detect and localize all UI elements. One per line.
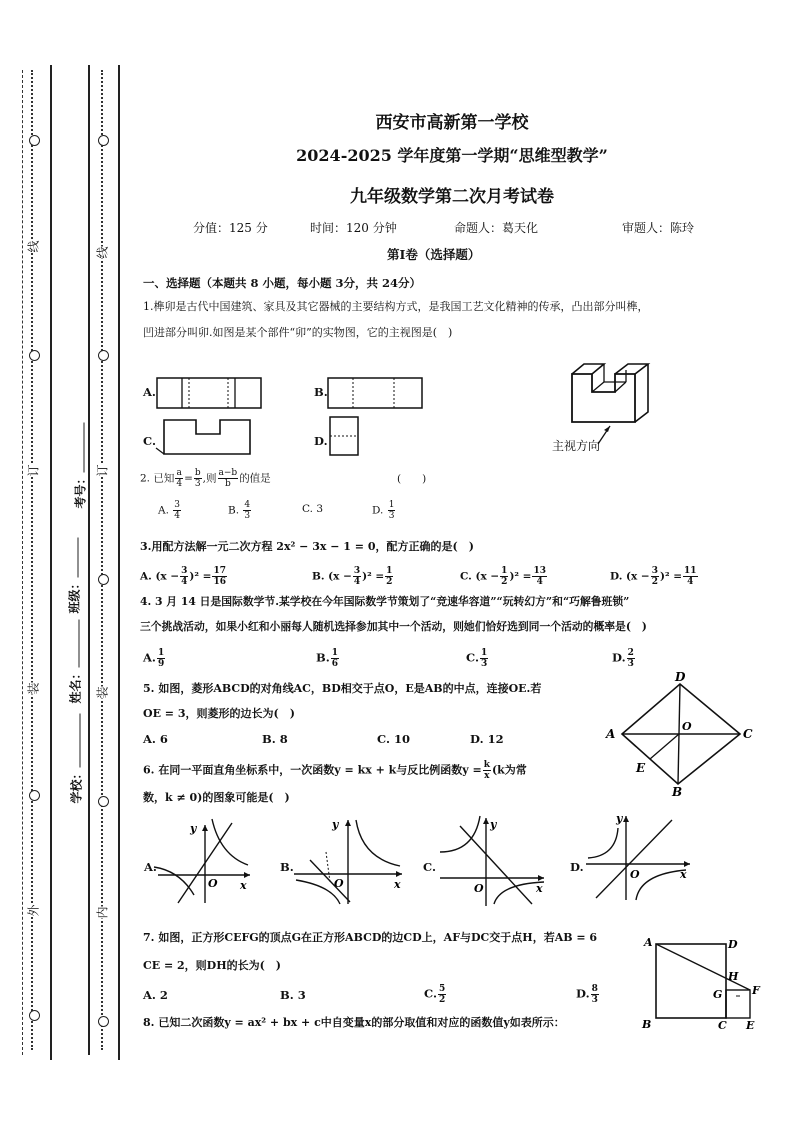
q3-a-d1: 4 xyxy=(181,577,188,587)
binding-left-char: 订 xyxy=(26,464,41,477)
q2-dn: 1 xyxy=(388,500,395,510)
q2-paren: ( ) xyxy=(397,473,427,485)
q6-option-d[interactable]: D. xyxy=(570,860,584,874)
q5-option-a[interactable]: A. 6 xyxy=(143,732,168,746)
q3-b-n2: 1 xyxy=(386,566,393,576)
q4-bn: 1 xyxy=(331,648,338,658)
binding-line-right xyxy=(118,65,120,1060)
q3-c-d1: 2 xyxy=(501,577,508,587)
q5-label-a: A xyxy=(606,727,616,741)
binding-line-inner-2 xyxy=(88,65,90,1055)
q3-d-n1: 3 xyxy=(651,566,658,576)
q7-label-g: G xyxy=(713,988,723,1001)
q2-ad: 4 xyxy=(174,511,180,521)
binding-left-char: 线 xyxy=(26,240,41,253)
q5-label-e: E xyxy=(636,761,646,775)
school-title: 西安市高新第一学校 xyxy=(375,113,529,133)
q5-line2: OE = 3，则菱形的边长为( ) xyxy=(143,707,295,720)
circle-icon xyxy=(29,790,40,801)
q3-b-d1: 4 xyxy=(353,577,361,587)
q1-option-c[interactable]: C. xyxy=(143,434,156,448)
q2-eq: = xyxy=(184,472,193,485)
binding-right-char: 订 xyxy=(95,464,110,477)
q3-b-n1: 3 xyxy=(353,566,361,576)
q7-line1: 7. 如图，正方形CEFG的顶点G在正方形ABCD的边CD上，AF与DC交于点H，若AB = 6 xyxy=(143,931,598,944)
q3-c-d2: 4 xyxy=(536,577,543,587)
time-label: 时间：120 分钟 xyxy=(310,221,397,235)
q2-option-c[interactable]: C. 3 xyxy=(302,503,324,515)
q3-b-pre: B. (x − xyxy=(312,570,352,583)
q5-label-d: D xyxy=(675,672,686,684)
q2-dd: 3 xyxy=(388,511,395,521)
q1-line2: 凹进部分叫卯.如图是某个部件“卯”的实物图，它的主视图是( ) xyxy=(143,326,453,339)
q3-option-b[interactable] xyxy=(312,566,394,587)
q2-mid: ,则 xyxy=(202,472,217,485)
q1-option-a[interactable]: A. xyxy=(143,385,156,399)
q2-frac-b3 xyxy=(194,468,202,489)
q5-line1: 5. 如图，菱形ABCD的对角线AC，BD相交于点O，E是AB的中点，连接OE.若 xyxy=(143,682,542,695)
q4-cd: 3 xyxy=(480,659,488,669)
binding-left-dots xyxy=(31,70,45,1050)
field-class-label: 班级： xyxy=(67,577,82,614)
q4-c-label: C. xyxy=(466,650,479,665)
q7-d-label: D. xyxy=(576,986,590,1001)
q3-c-pre: C. (x − xyxy=(460,570,500,583)
field-exam-number[interactable] xyxy=(72,449,89,509)
q6-graph-c xyxy=(436,812,551,907)
q7-cd: 2 xyxy=(438,995,446,1005)
q4-an: 1 xyxy=(157,648,165,658)
q1-view-label: 主视方向 xyxy=(552,439,601,453)
q7-squares-figure xyxy=(640,930,780,1035)
q4-dd: 3 xyxy=(627,659,634,669)
q2-frac-a4 xyxy=(175,468,183,489)
q4-option-d[interactable] xyxy=(612,648,636,669)
q1-figure-b xyxy=(326,374,426,412)
field-class[interactable] xyxy=(66,554,83,614)
q3-b-d2: 2 xyxy=(386,577,393,587)
q2-a-label: A. xyxy=(158,504,169,517)
q6-option-c[interactable]: C. xyxy=(423,860,436,874)
q7-c-label: C. xyxy=(424,986,437,1001)
q2-suffix: 的值是 xyxy=(239,472,271,485)
q6-graph-a xyxy=(150,815,260,905)
q3-a-d2: 16 xyxy=(213,577,226,587)
circle-icon xyxy=(29,350,40,361)
q2-option-a[interactable] xyxy=(158,500,182,521)
binding-line-inner xyxy=(50,65,52,1060)
q3-d-d1: 2 xyxy=(651,577,658,587)
q3-option-a[interactable] xyxy=(140,566,228,587)
q3-c-n1: 1 xyxy=(501,566,508,576)
q4-a-label: A. xyxy=(143,650,156,665)
q2-an: 3 xyxy=(174,500,180,510)
binding-right-char: 内 xyxy=(95,906,110,919)
q8-stem: 8. 已知二次函数y = ax² + bx + c中自变量x的部分取值和对应的函数值y如表所示： xyxy=(143,1016,565,1029)
q5-option-d[interactable]: D. 12 xyxy=(470,732,504,746)
q3-d-d2: 4 xyxy=(687,577,694,587)
q7-cn: 5 xyxy=(438,984,446,994)
q3-c-mid: )² = xyxy=(509,570,532,583)
q3-d-mid: )² = xyxy=(660,570,683,583)
q6-option-a[interactable]: A. xyxy=(144,860,157,874)
q2-f3d: b xyxy=(224,479,231,489)
q5-label-c: C xyxy=(743,727,753,741)
q7-label-d: D xyxy=(728,938,738,951)
q6-fd: x xyxy=(484,771,490,781)
q4-ad: 9 xyxy=(157,659,165,669)
q1-line1: 1.榫卯是古代中国建筑、家具及其它器械的主要结构方式，是我国工艺文化精神的传承，凸出部分叫榫， xyxy=(143,300,649,313)
q7-label-e: E xyxy=(746,1019,755,1032)
term-title: 2024-2025 学年度第一学期“思维型教学” xyxy=(296,146,608,165)
q2-f1d: 4 xyxy=(176,479,183,489)
q6-fn: k xyxy=(483,760,490,770)
q3-a-mid: )² = xyxy=(189,570,212,583)
q7-line2: CE = 2，则DH的长为( ) xyxy=(143,959,282,972)
q1-figure-a xyxy=(155,374,265,412)
q3-a-n1: 3 xyxy=(181,566,188,576)
q1-figure-c xyxy=(150,416,260,458)
q2-option-d[interactable] xyxy=(372,500,396,521)
circle-icon xyxy=(29,1010,40,1021)
q6-b-o: O xyxy=(334,877,344,890)
q3-b-mid: )² = xyxy=(362,570,385,583)
q6-graph-d xyxy=(582,808,697,903)
score-label: 分值：125 分 xyxy=(193,221,268,235)
q4-b-label: B. xyxy=(316,650,330,665)
field-exam-number-label: 考号： xyxy=(73,472,88,509)
q7-label-a: A xyxy=(644,936,653,949)
q5-option-b[interactable]: B. 8 xyxy=(262,732,288,746)
q6-a-o: O xyxy=(208,877,218,890)
q6-a-y: y xyxy=(190,822,197,835)
q2-f2n: b xyxy=(194,468,201,478)
q6-d-o: O xyxy=(630,868,640,881)
q7-label-c: C xyxy=(718,1019,727,1032)
binding-left-char: 外 xyxy=(26,904,41,917)
q7-label-b: B xyxy=(642,1018,652,1031)
q6-line1-pre: 6. 在同一平面直角坐标系中，一次函数y = kx + k与反比例函数y = xyxy=(143,763,482,777)
exam-title: 九年级数学第二次月考试卷 xyxy=(350,187,554,207)
q2-option-b[interactable] xyxy=(228,500,252,521)
q3-option-d[interactable] xyxy=(610,566,699,587)
q4-option-b[interactable] xyxy=(316,648,340,669)
reviewer-label: 审题人：陈玲 xyxy=(622,221,695,235)
q3-d-n2: 11 xyxy=(684,566,697,576)
q6-line1-post: (k为常 xyxy=(491,763,527,777)
q2-frac-expr xyxy=(218,468,239,489)
binding-right-char: 装 xyxy=(95,686,110,699)
binding-right-char: 线 xyxy=(95,246,110,259)
q6-option-b[interactable]: B. xyxy=(280,860,294,874)
q4-d-label: D. xyxy=(612,650,626,665)
q2-prefix: 2. 已知 xyxy=(140,472,175,485)
q3-a-pre: A. (x − xyxy=(140,570,180,583)
q7-option-d[interactable] xyxy=(576,984,600,1005)
q7-label-f: F xyxy=(752,984,760,997)
q3-stem: 3.用配方法解一元二次方程 2x² − 3x − 1 = 0，配方正确的是( ) xyxy=(140,540,474,553)
q6-d-y: y xyxy=(616,812,623,825)
q1-option-d[interactable]: D. xyxy=(314,434,328,448)
q7-option-a[interactable]: A. 2 xyxy=(143,988,168,1002)
q4-option-c[interactable] xyxy=(466,648,489,669)
q5-rhombus-figure xyxy=(600,672,760,802)
q1-figure-d xyxy=(326,415,366,459)
q6-line2: 数，k ≠ 0)的图象可能是( ) xyxy=(143,791,290,804)
q4-dn: 2 xyxy=(627,648,634,658)
circle-icon xyxy=(98,796,109,807)
q3-d-pre: D. (x − xyxy=(610,570,650,583)
q6-graph-b xyxy=(290,812,410,907)
q2-d-label: D. xyxy=(372,504,384,517)
q6-line1 xyxy=(143,760,527,781)
q3-option-c[interactable] xyxy=(460,566,548,587)
q3-a-n2: 17 xyxy=(213,566,226,576)
circle-icon xyxy=(98,1016,109,1027)
q5-label-b: B xyxy=(672,785,683,799)
field-school[interactable] xyxy=(68,724,85,804)
q6-b-y: y xyxy=(332,818,339,831)
q2-bd: 3 xyxy=(244,511,251,521)
q4-bd: 6 xyxy=(331,659,338,669)
section-heading: 一、选择题（本题共 8 小题，每小题 3分，共 24分） xyxy=(143,276,422,290)
q4-line2: 三个挑战活动，如果小红和小丽每人随机选择参加其中一个活动，则她们恰好选到同一个活动的概率是( ) xyxy=(140,620,647,633)
part-label: 第Ⅰ卷（选择题） xyxy=(387,247,481,262)
q6-b-x: x xyxy=(394,878,401,891)
q7-dn: 8 xyxy=(591,984,598,994)
q3-c-n2: 13 xyxy=(533,566,546,576)
q7-option-c[interactable] xyxy=(424,984,447,1005)
q2-f1n: a xyxy=(176,468,182,478)
q2-bn: 4 xyxy=(244,500,251,510)
author-label: 命题人：葛天化 xyxy=(454,221,539,235)
circle-icon xyxy=(98,574,109,585)
q2-f2d: 3 xyxy=(194,479,201,489)
field-school-label: 学校： xyxy=(69,767,84,804)
q6-c-o: O xyxy=(474,882,484,895)
q4-line1: 4. 3 月 14 日是国际数学节.某学校在今年国际数学节策划了“竞速华容道”“玩转幻方”和“巧解鲁班锁” xyxy=(140,595,630,608)
q2-stem xyxy=(140,468,271,489)
q2-f3n: a−b xyxy=(218,468,238,478)
q7-option-b[interactable]: B. 3 xyxy=(280,988,306,1002)
q4-option-a[interactable] xyxy=(143,648,166,669)
q6-c-y: y xyxy=(490,818,497,831)
q2-b-label: B. xyxy=(228,504,240,517)
q7-dd: 3 xyxy=(591,995,598,1005)
q4-cn: 1 xyxy=(480,648,488,658)
field-name[interactable] xyxy=(67,634,84,704)
circle-icon xyxy=(98,350,109,361)
q5-label-o: O xyxy=(682,720,692,733)
q6-a-x: x xyxy=(240,879,247,892)
q6-c-x: x xyxy=(536,882,543,895)
q6-d-x: x xyxy=(680,868,687,881)
q5-option-c[interactable]: C. 10 xyxy=(377,732,410,746)
binding-left-char: 装 xyxy=(26,682,41,695)
q7-label-h: H xyxy=(728,970,739,983)
field-name-label: 姓名： xyxy=(68,667,83,704)
q1-option-b[interactable]: B. xyxy=(314,385,328,399)
binding-right-dots xyxy=(101,70,115,1050)
